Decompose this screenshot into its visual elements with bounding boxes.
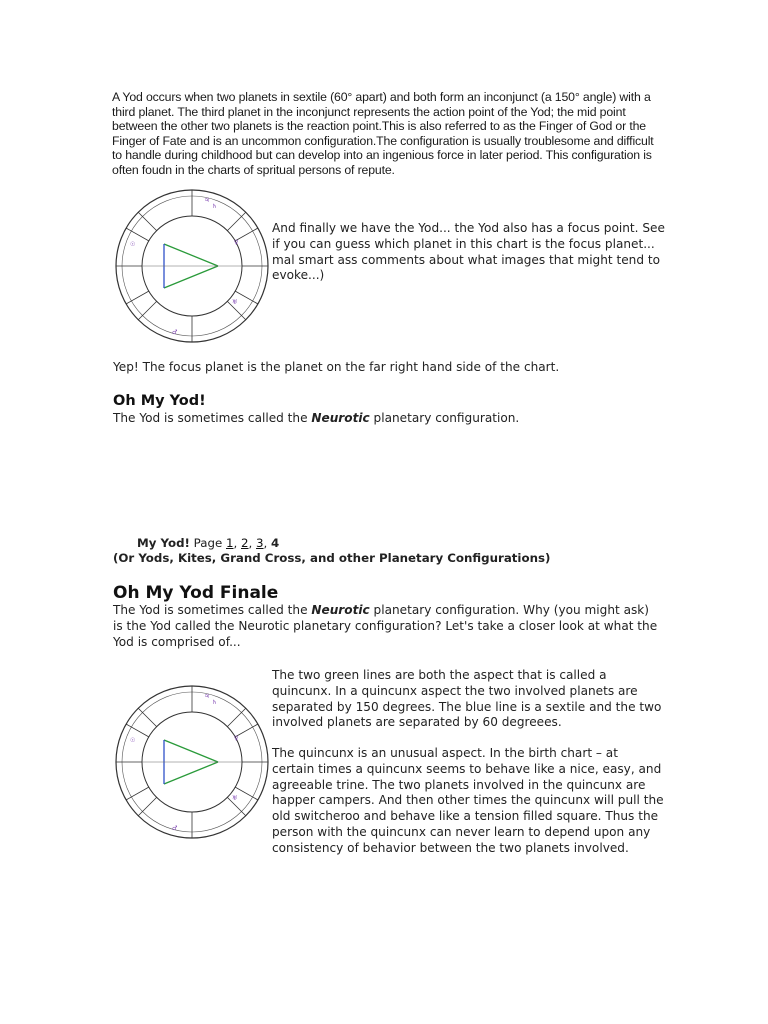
neurotic-pre-text: The Yod is sometimes called the [113,411,312,425]
section2-para2: The quincunx is an unusual aspect. In the birth chart – at certain times a quincunx seems to behave like a nice, easy, and agreeable trine. The two planets involved in the quincunx are happer campers. And then other times the quincunx will pull the old switcheroo and behave like a tension filled square. Thus the person with the quincunx can never learn to depend upon any consistency of behavior between the two planets involved. [272,746,664,855]
svg-text:☉: ☉ [130,241,136,248]
pager-title: My Yod! [137,536,190,550]
page-link-1[interactable]: 1 [226,536,234,550]
svg-text:♄: ♄ [212,203,218,210]
section2-intro-post: planetary configuration. Why (you might ask) is the Yod called the Neurotic planetary configuration? Let's take a closer look at what the Yod is comprised of... [113,603,658,649]
page-link-3[interactable]: 3 [256,536,264,550]
svg-text:♂: ♂ [172,329,178,336]
svg-text:♄: ♄ [212,699,218,706]
svg-text:♀: ♀ [234,735,239,742]
svg-text:♂: ♂ [172,825,178,832]
section1-answer: Yep! The focus planet is the planet on the far right hand side of the chart. [113,360,560,374]
svg-text:♃: ♃ [204,693,210,700]
pager-page-label: Page [189,536,226,550]
yod-chart-wheel-2 [112,682,272,842]
section1-neurotic-line [113,411,673,427]
section2-neurotic-word: Neurotic [311,603,370,617]
svg-text:☉: ☉ [130,737,136,744]
svg-text:♃: ♃ [204,197,210,204]
section2-intro-pre: The Yod is sometimes called the [113,603,312,617]
section1-side-text: And finally we have the Yod... the Yod also has a focus point. See if you can guess which planet in this chart is the focus planet... mal smart ass comments about what images that might tend to evoke...) [272,221,665,283]
section2-intro [113,603,658,650]
intro-paragraph: A Yod occurs when two planets in sextile (60° apart) and both form an inconjunct (a 150° angle) with a third planet. The third planet in the inconjunct represents the action point of the Yod; the mid point between the other two planets is the reaction point.This is also referred to as the Finger of God or the Finger of Fate and is an uncommon configuration.The configuration is usually troublesome and difficult to handle during childhood but can develop into an ingenious force in later period. This configuration is often foudn in the charts of spritual persons of repute. [112,90,654,177]
pager: My Yod! Page 1, 2, 3, 4 [137,536,280,550]
page-current: 4 [271,536,280,550]
neurotic-word: Neurotic [311,411,370,425]
section2-para1: The two green lines are both the aspect that is called a quincunx. In a quincunx aspect the two involved planets are separated by 150 degrees. The blue line is a sextile and the two involved planets are separated by 60 degreees. [272,668,662,730]
section1-heading: Oh My Yod! [113,393,206,409]
pager-subtitle: (Or Yods, Kites, Grand Cross, and other Planetary Configurations) [113,551,551,565]
page-link-2[interactable]: 2 [241,536,249,550]
neurotic-post-text: planetary configuration. [369,411,520,425]
svg-text:♅: ♅ [232,299,238,306]
svg-text:♅: ♅ [232,795,238,802]
svg-text:♀: ♀ [234,239,239,246]
yod-chart-wheel-1 [112,186,272,346]
section2-heading: Oh My Yod Finale [113,583,279,603]
